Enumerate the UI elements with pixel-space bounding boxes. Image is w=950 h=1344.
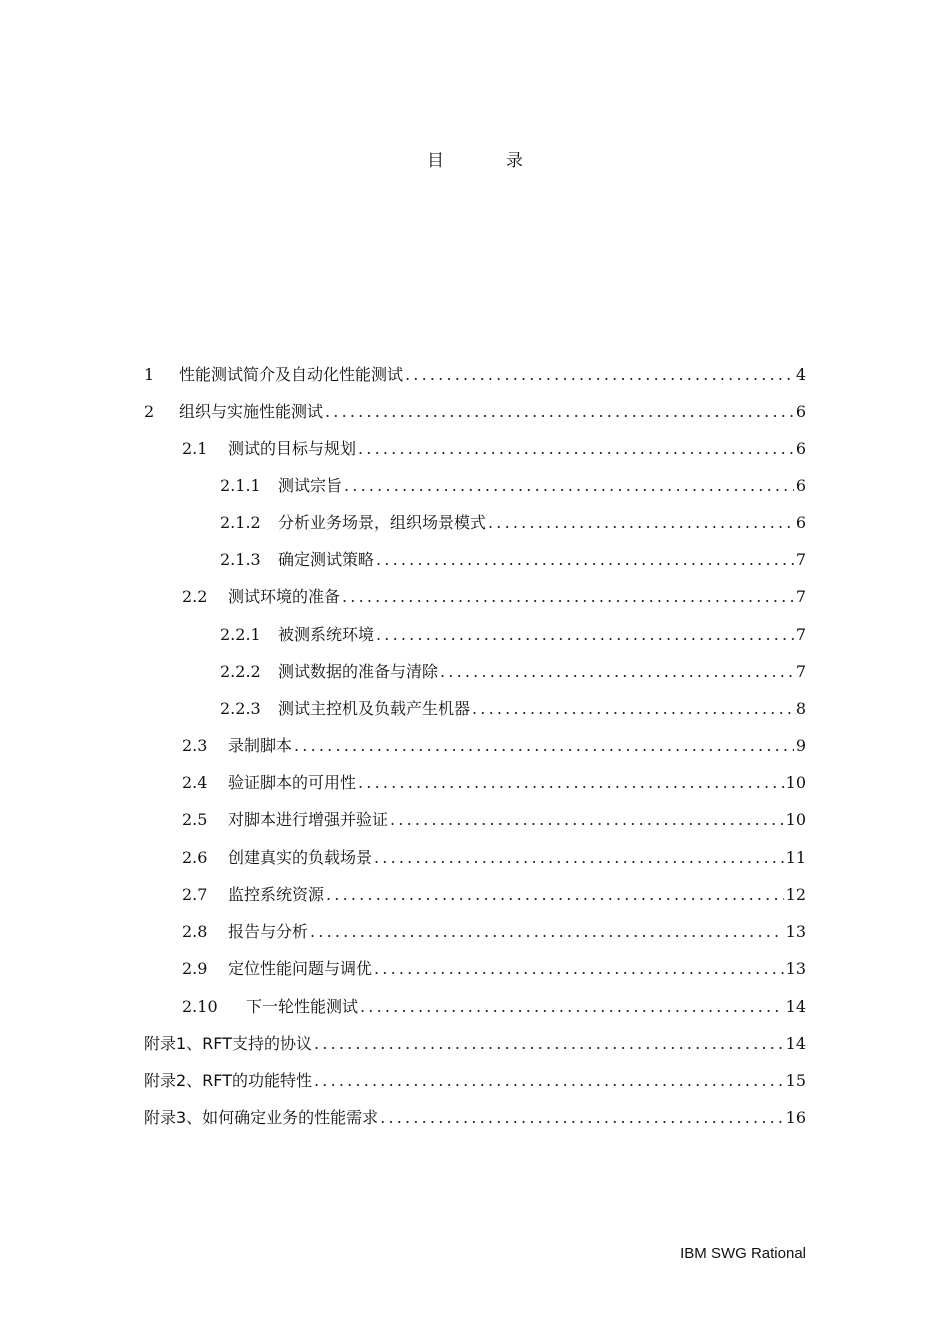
toc-entry[interactable]: [182, 950, 806, 987]
dot-leader: [374, 839, 784, 876]
toc-entry-page: 14: [785, 997, 806, 1016]
toc-entry-page: 6: [795, 402, 806, 421]
toc-entry-number: 2.2: [182, 587, 208, 606]
toc-entry[interactable]: [182, 764, 806, 801]
toc-entry-number: 2.1.3: [220, 550, 261, 569]
toc-entry-number: 2.10: [182, 997, 218, 1016]
toc-entry-page: 12: [785, 885, 806, 904]
toc-entry-number: 2.2.1: [220, 625, 261, 644]
toc-entry[interactable]: [182, 801, 806, 838]
page-footer: IBM SWG Rational: [680, 1245, 806, 1262]
toc-entry-label: 附录3、如何确定业务的性能需求: [144, 1108, 379, 1127]
toc-entry-number: 2.3: [182, 736, 208, 755]
dot-leader: [342, 578, 794, 615]
toc-entry-page: 13: [785, 959, 806, 978]
toc-entry[interactable]: [144, 393, 806, 430]
toc-entry[interactable]: [182, 727, 806, 764]
toc-entry-page: 13: [785, 922, 806, 941]
toc-entry-page: 7: [795, 662, 806, 681]
toc-entry-number: 1: [144, 365, 155, 384]
toc-entry-number: 2.1.2: [220, 513, 261, 532]
toc-entry[interactable]: [182, 839, 806, 876]
toc-entry-label: 录制脚本: [228, 736, 293, 755]
toc-entry-label: 对脚本进行增强并验证: [228, 810, 389, 829]
toc-entry-number: 2.2.3: [220, 699, 261, 718]
toc-entry-label: 性能测试简介及自动化性能测试: [179, 365, 404, 384]
toc-entry-label: 被测系统环境: [278, 625, 375, 644]
toc-entry-label: 报告与分析: [228, 922, 309, 941]
toc-entry-label: 下一轮性能测试: [246, 997, 359, 1016]
toc-entry-label: 确定测试策略: [278, 550, 375, 569]
dot-leader: [376, 541, 794, 578]
toc-entry-page: 7: [795, 550, 806, 569]
dot-leader: [405, 356, 794, 393]
toc-entry-page: 6: [795, 513, 806, 532]
toc-title: [0, 146, 950, 171]
toc-entry-label: 附录2、RFT的功能特性: [144, 1071, 312, 1090]
toc-title-left: 目: [427, 151, 444, 171]
toc-entry[interactable]: [144, 1099, 806, 1136]
dot-leader: [360, 988, 784, 1025]
dot-leader: [326, 876, 784, 913]
toc-entry[interactable]: [220, 616, 806, 653]
toc-entry-page: 6: [795, 476, 806, 495]
toc-entry-label: 分析业务场景，组织场景模式: [278, 513, 487, 532]
toc-entry-label: 创建真实的负载场景: [228, 848, 373, 867]
toc-entry[interactable]: [220, 467, 806, 504]
toc-entry-page: 9: [795, 736, 806, 755]
toc-entry-label: 附录1、RFT支持的协议: [144, 1034, 312, 1053]
dot-leader: [344, 467, 794, 504]
toc-entry-label: 监控系统资源: [228, 885, 325, 904]
toc-entry-number: 2.8: [182, 922, 208, 941]
toc-entry-label: 组织与实施性能测试: [179, 402, 324, 421]
dot-leader: [376, 616, 794, 653]
toc-entry[interactable]: [144, 1062, 806, 1099]
toc-entry-page: 11: [785, 848, 806, 867]
dot-leader: [472, 690, 794, 727]
toc-entry-number: 2.5: [182, 810, 208, 829]
dot-leader: [314, 1025, 784, 1062]
dot-leader: [374, 950, 784, 987]
toc-entry[interactable]: [182, 913, 806, 950]
toc-entry-page: 10: [785, 773, 806, 792]
toc-title-right: 录: [506, 151, 523, 171]
toc-entry[interactable]: [220, 504, 806, 541]
toc-entry-number: 2.6: [182, 848, 208, 867]
toc-entry[interactable]: [220, 541, 806, 578]
toc-entry[interactable]: [144, 1025, 806, 1062]
toc-entry[interactable]: [144, 356, 806, 393]
toc-entry-page: 7: [795, 587, 806, 606]
toc-entry-label: 测试宗旨: [278, 476, 343, 495]
toc-entry-number: 2.7: [182, 885, 208, 904]
dot-leader: [294, 727, 794, 764]
toc-entry-label: 测试主控机及负载产生机器: [278, 699, 471, 718]
toc-entry-number: 2.9: [182, 959, 208, 978]
toc-entry-label: 验证脚本的可用性: [228, 773, 357, 792]
dot-leader: [358, 764, 784, 801]
dot-leader: [325, 393, 794, 430]
toc-entry-label: 测试数据的准备与清除: [278, 662, 439, 681]
toc-entry-page: 15: [785, 1071, 806, 1090]
toc-entry-page: 14: [785, 1034, 806, 1053]
toc-entry-page: 6: [795, 439, 806, 458]
toc-entry[interactable]: [182, 430, 806, 467]
dot-leader: [390, 801, 784, 838]
dot-leader: [358, 430, 794, 467]
toc-entry[interactable]: [220, 653, 806, 690]
toc-entry-page: 10: [785, 810, 806, 829]
toc-entry-number: 2.4: [182, 773, 208, 792]
dot-leader: [488, 504, 794, 541]
toc-entry-number: 2.1.1: [220, 476, 261, 495]
toc-entry[interactable]: [182, 988, 806, 1025]
dot-leader: [380, 1099, 783, 1136]
toc-entry-label: 测试环境的准备: [228, 587, 341, 606]
toc-entry-number: 2.2.2: [220, 662, 261, 681]
toc-entry-number: 2: [144, 402, 155, 421]
toc-entry[interactable]: [220, 690, 806, 727]
toc-entry-page: 16: [785, 1108, 806, 1127]
toc-entry-page: 7: [795, 625, 806, 644]
toc-entry[interactable]: [182, 876, 806, 913]
dot-leader: [440, 653, 794, 690]
toc-entry[interactable]: [182, 578, 806, 615]
toc-entry-label: 定位性能问题与调优: [228, 959, 373, 978]
toc-entry-page: 4: [795, 365, 806, 384]
dot-leader: [314, 1062, 784, 1099]
toc-entry-number: 2.1: [182, 439, 208, 458]
dot-leader: [310, 913, 784, 950]
toc-entry-page: 8: [795, 699, 806, 718]
toc-entry-label: 测试的目标与规划: [228, 439, 357, 458]
